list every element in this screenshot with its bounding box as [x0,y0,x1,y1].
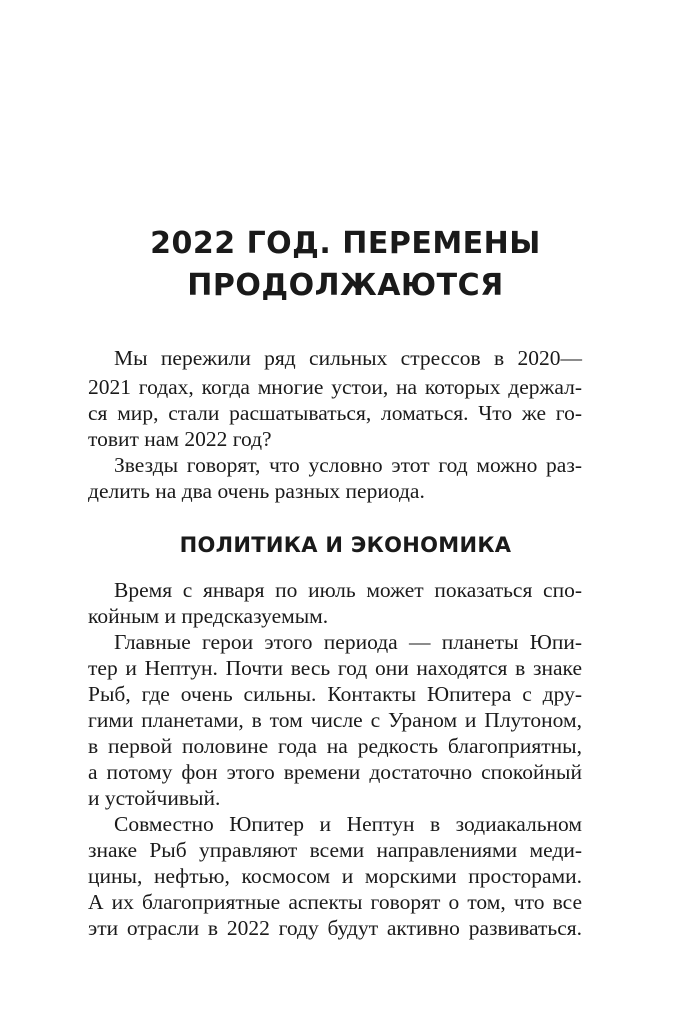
text-line: Звезды говорят, что условно этот год можно раз- [114,453,582,477]
text-line: цины, нефтью, космосом и морскими просторами. [88,864,582,888]
text-line: товит нам 2022 год? [88,427,272,451]
text-line: А их благоприятные аспекты говорят о том, что все [88,890,582,914]
text-line: а потому фон этого времени достаточно спокойный [88,760,582,784]
chapter-title-line-1: 2022 ГОД. ПЕРЕМЕНЫ [150,226,541,261]
text-line: делить на два очень разных периода. [88,479,425,503]
text-line: Рыб, где очень сильны. Контакты Юпитера с дру- [88,682,582,706]
text-line: Совместно Юпитер и Нептун в зодиакальном [114,812,582,836]
text-line: гими планетами, в том числе с Ураном и Плутоном, [88,708,582,732]
text-line: и устойчивый. [88,786,221,810]
text-line: ся мир, стали расшатываться, ломаться. Что же го- [88,401,582,425]
text-line: Главные герои этого периода — планеты Юпи- [114,630,582,654]
text-line: 2021 годах, когда многие устои, на которых держал- [88,375,582,399]
section-heading: ПОЛИТИКА И ЭКОНОМИКА [179,533,512,557]
text-line: койным и предсказуемым. [88,604,329,628]
text-line: знаке Рыб управляют всеми направлениями меди- [88,838,582,862]
chapter-title-line-2: ПРОДОЛЖАЮТСЯ [187,268,504,303]
text-line: в первой половине года на редкость благоприятны, [88,734,582,758]
text-line: тер и Нептун. Почти весь год они находятся в знаке [88,656,582,680]
text-line: эти отрасли в 2022 году будут активно развиваться. [88,916,582,940]
text-line: Время с января по июль может показаться спо- [114,578,582,602]
text-line: Мы пережили ряд сильных стрессов в 2020— [114,346,582,370]
